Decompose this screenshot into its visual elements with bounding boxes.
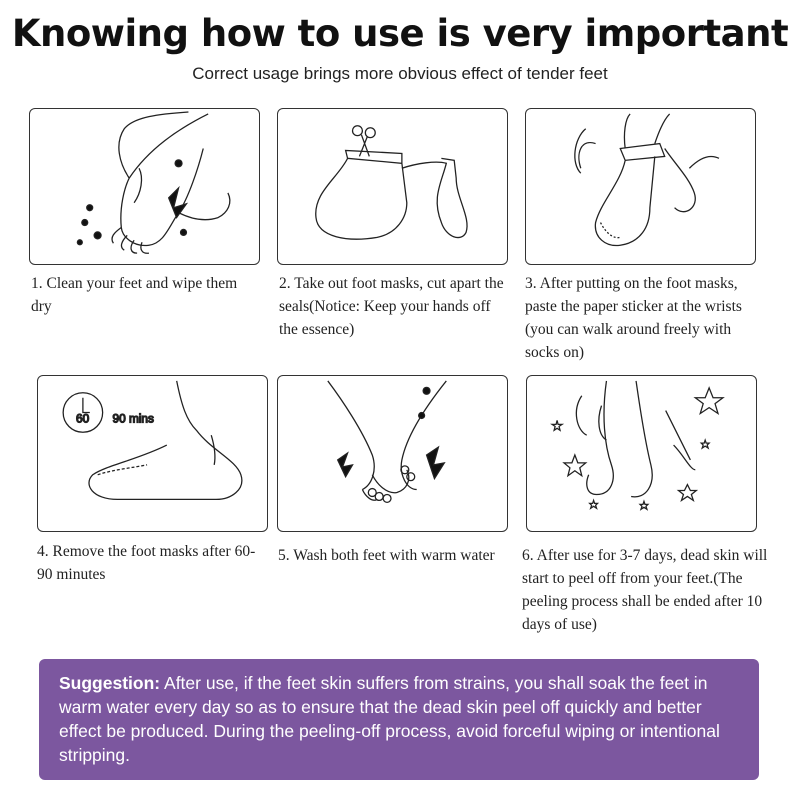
page-title: Knowing how to use is very important bbox=[11, 12, 789, 55]
step-6-caption: 6. After use for 3-7 days, dead skin will start to peel off from your feet.(The peeling process shall be ended after 10 days of use) bbox=[522, 547, 768, 633]
step-3-caption: 3. After putting on the foot masks, paste the paper sticker at the wrists (you can walk around freely with socks on) bbox=[525, 275, 742, 361]
suggestion-box bbox=[39, 659, 759, 780]
step-4-caption: 4. Remove the foot masks after 60-90 minutes bbox=[37, 543, 256, 583]
smooth-feet-stars-illustration bbox=[527, 376, 756, 531]
star-icon bbox=[679, 485, 697, 501]
step-1-caption: 1. Clean your feet and wipe them dry bbox=[31, 275, 238, 315]
timer-value: 60 bbox=[75, 411, 90, 426]
step-4-panel bbox=[37, 375, 268, 532]
page-subtitle: Correct usage brings more obvious effect of tender feet bbox=[192, 64, 608, 83]
suggestion-text: After use, if the feet skin suffers from strains, you shall soak the feet in warm water every day so as to ensure that the dead skin peel off quickly and better effect be produced. During the peeling-off process, avoid forceful wiping or intentional stripping. bbox=[59, 673, 720, 765]
step-5-caption: 5. Wash both feet with warm water bbox=[278, 547, 495, 564]
step-1-panel bbox=[29, 108, 260, 265]
timer-label: 90 mins bbox=[112, 411, 154, 426]
step-2-caption: 2. Take out foot masks, cut apart the seals(Notice: Keep your hands off the essence) bbox=[279, 275, 504, 338]
step-3-panel bbox=[525, 108, 756, 265]
star-icon bbox=[564, 455, 586, 476]
step-2-panel bbox=[277, 108, 508, 265]
suggestion-label: Suggestion: bbox=[59, 673, 161, 693]
star-icon bbox=[695, 388, 723, 414]
step-6-panel bbox=[526, 375, 757, 532]
scissors-foot-mask-illustration bbox=[278, 109, 507, 264]
foot-mask-sticker-illustration bbox=[526, 109, 755, 264]
foot-washing-illustration bbox=[278, 376, 507, 531]
timer-foot-mask-illustration bbox=[38, 376, 267, 531]
foot-cleaning-illustration bbox=[30, 109, 259, 264]
step-5-panel bbox=[277, 375, 508, 532]
